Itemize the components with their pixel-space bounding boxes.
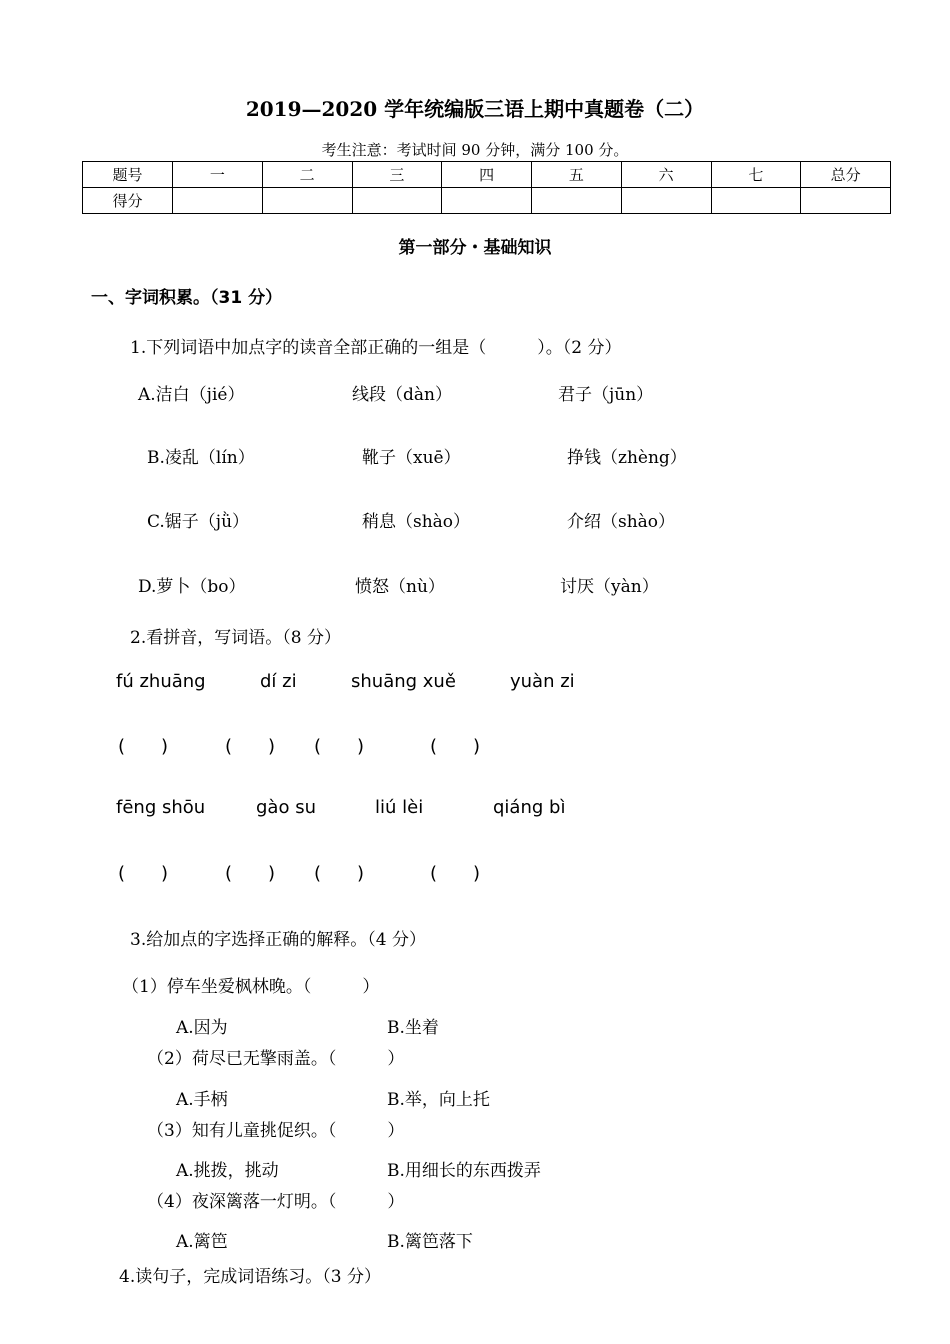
q3-item-option-a: A.因为 xyxy=(176,1018,228,1038)
q3-prompt: 3.给加点的字选择正确的解释。（4 分） xyxy=(130,930,426,950)
q3-item-option-a: A.篱笆 xyxy=(176,1232,228,1252)
table-cell: 二 xyxy=(262,162,352,188)
score-input-cell[interactable] xyxy=(801,188,891,214)
answer-blank[interactable]: ( ) xyxy=(314,863,365,884)
q1-option-d-1: D.萝卜（bo） xyxy=(138,577,246,597)
q3-item-sentence: （1）停车坐爱枫林晚。（ ） xyxy=(122,977,380,997)
q1-option-a-1: A.洁白（jié） xyxy=(138,385,245,405)
q3-item-option-a: A.挑拨，挑动 xyxy=(176,1161,279,1181)
answer-blank[interactable]: ( ) xyxy=(430,736,481,757)
q1-option-b-2: 靴子（xuē） xyxy=(362,448,461,468)
q3-item-option-b: B.坐着 xyxy=(387,1018,439,1038)
answer-blank[interactable]: ( ) xyxy=(430,863,481,884)
score-table xyxy=(82,161,891,214)
pinyin: qiáng bì xyxy=(493,797,566,818)
q1-option-d-2: 愤怒（nù） xyxy=(355,577,445,597)
score-input-cell[interactable] xyxy=(173,188,263,214)
table-cell: 三 xyxy=(352,162,442,188)
table-cell: 四 xyxy=(442,162,532,188)
q3-item-option-a: A.手柄 xyxy=(176,1090,228,1110)
q1-option-c-2: 稍息（shào） xyxy=(362,512,471,532)
q1-option-a-3: 君子（jūn） xyxy=(558,385,654,405)
score-input-cell[interactable] xyxy=(442,188,532,214)
q1-prompt: 1.下列词语中加点字的读音全部正确的一组是（ ）。（2 分） xyxy=(130,338,622,358)
pinyin: liú lèi xyxy=(375,797,424,818)
q3-item-sentence: （2）荷尽已无擎雨盖。（ ） xyxy=(147,1049,405,1069)
pinyin: shuāng xuě xyxy=(351,671,456,692)
q3-item-option-b: B.篱笆落下 xyxy=(387,1232,473,1252)
table-cell: 六 xyxy=(621,162,711,188)
answer-blank[interactable]: ( ) xyxy=(314,736,365,757)
score-input-cell[interactable] xyxy=(532,188,622,214)
pinyin: dí zi xyxy=(260,671,297,692)
pinyin: fú zhuāng xyxy=(116,671,206,692)
score-table-score-row xyxy=(83,188,891,214)
q1-option-d-3: 讨厌（yàn） xyxy=(560,577,659,597)
table-cell: 得分 xyxy=(83,188,173,214)
q1-option-b-3: 挣钱（zhèng） xyxy=(567,448,687,468)
part1-title: 第一部分・基础知识 xyxy=(398,238,552,258)
q3-item-option-b: B.举，向上托 xyxy=(387,1090,490,1110)
table-cell: 一 xyxy=(173,162,263,188)
answer-blank[interactable]: ( ) xyxy=(118,736,169,757)
q4-prompt: 4.读句子，完成词语练习。（3 分） xyxy=(119,1267,381,1287)
q2-prompt: 2.看拼音，写词语。（8 分） xyxy=(130,628,341,648)
q3-item-sentence: （3）知有儿童挑促织。（ ） xyxy=(147,1121,405,1141)
answer-blank[interactable]: ( ) xyxy=(225,736,276,757)
score-input-cell[interactable] xyxy=(262,188,352,214)
pinyin: fēng shōu xyxy=(116,797,206,818)
answer-blank[interactable]: ( ) xyxy=(118,863,169,884)
table-cell: 五 xyxy=(532,162,622,188)
score-input-cell[interactable] xyxy=(621,188,711,214)
q1-option-b-1: B.凌乱（lín） xyxy=(147,448,255,468)
q1-option-c-3: 介绍（shào） xyxy=(567,512,676,532)
q1-option-a-2: 线段（dàn） xyxy=(352,385,452,405)
exam-notice: 考生注意：考试时间 90 分钟，满分 100 分。 xyxy=(321,141,629,159)
q3-item-option-b: B.用细长的东西拨弄 xyxy=(387,1161,541,1181)
table-cell: 题号 xyxy=(83,162,173,188)
exam-title: 2019—2020 学年统编版三语上期中真题卷（二） xyxy=(245,97,705,121)
table-cell: 总分 xyxy=(801,162,891,188)
score-input-cell[interactable] xyxy=(711,188,801,214)
section1-title: 一、字词积累。（31 分） xyxy=(91,288,283,308)
score-input-cell[interactable] xyxy=(352,188,442,214)
answer-blank[interactable]: ( ) xyxy=(225,863,276,884)
pinyin: yuàn zi xyxy=(510,671,575,692)
table-cell: 七 xyxy=(711,162,801,188)
q3-item-sentence: （4）夜深篱落一灯明。（ ） xyxy=(147,1192,405,1212)
score-table-header-row xyxy=(83,162,891,188)
q1-option-c-1: C.锯子（jǜ） xyxy=(147,512,250,532)
pinyin: gào su xyxy=(256,797,316,818)
